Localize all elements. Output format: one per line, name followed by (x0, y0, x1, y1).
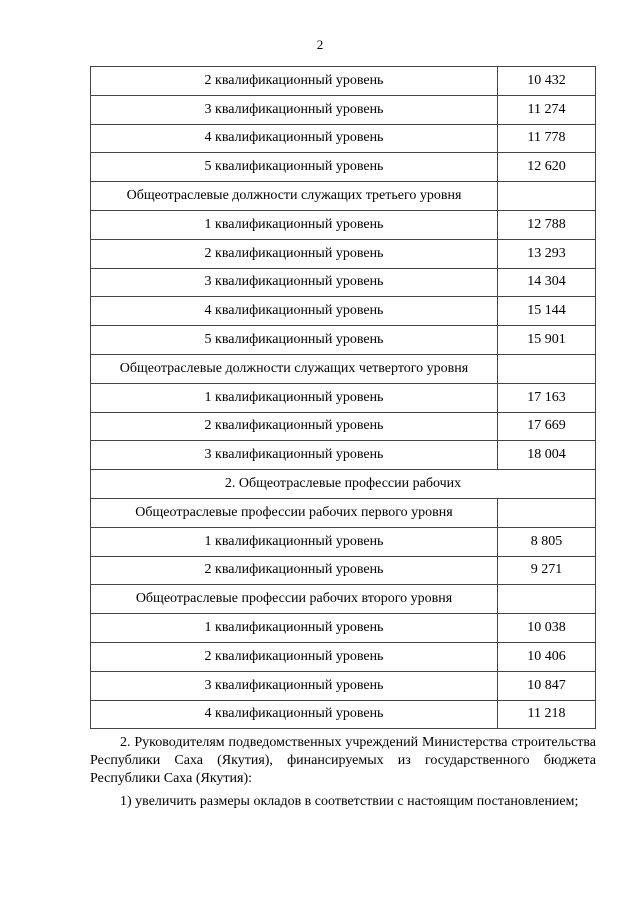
table-row (91, 383, 596, 412)
salary-value-cell (498, 498, 596, 527)
level-name-cell: 3 квалификационный уровень (91, 671, 498, 700)
table-group-row (91, 585, 596, 614)
table-row (91, 268, 596, 297)
salary-value-cell: 8 805 (498, 527, 596, 556)
level-name-cell: 2 квалификационный уровень (91, 67, 498, 96)
table-group-row (91, 354, 596, 383)
level-name-cell: 5 квалификационный уровень (91, 153, 498, 182)
table-row (91, 326, 596, 355)
group-name-cell: Общеотраслевые должности служащих третьего уровня (91, 182, 498, 211)
salary-value-cell: 17 669 (498, 412, 596, 441)
level-name-cell: 3 квалификационный уровень (91, 268, 498, 297)
table-row (91, 441, 596, 470)
table-row (91, 210, 596, 239)
level-name-cell: 2 квалификационный уровень (91, 239, 498, 268)
salary-value-cell: 15 901 (498, 326, 596, 355)
salary-value-cell: 9 271 (498, 556, 596, 585)
group-name-cell: Общеотраслевые профессии рабочих первого уровня (91, 498, 498, 527)
table-group-row (91, 182, 596, 211)
level-name-cell: 1 квалификационный уровень (91, 210, 498, 239)
group-name-cell: Общеотраслевые профессии рабочих второго уровня (91, 585, 498, 614)
table-row (91, 412, 596, 441)
table-row (91, 642, 596, 671)
salary-value-cell: 12 788 (498, 210, 596, 239)
table-section-row (91, 470, 596, 499)
level-name-cell: 5 квалификационный уровень (91, 326, 498, 355)
salary-table (90, 66, 596, 729)
level-name-cell: 1 квалификационный уровень (91, 527, 498, 556)
section-heading-cell: 2. Общеотраслевые профессии рабочих (91, 470, 596, 499)
salary-value-cell (498, 354, 596, 383)
table-row (91, 700, 596, 729)
table-row (91, 239, 596, 268)
level-name-cell: 4 квалификационный уровень (91, 297, 498, 326)
page-number: 2 (316, 37, 324, 52)
level-name-cell: 2 квалификационный уровень (91, 412, 498, 441)
level-name-cell: 4 квалификационный уровень (91, 700, 498, 729)
table-row (91, 153, 596, 182)
salary-value-cell: 14 304 (498, 268, 596, 297)
salary-value-cell (498, 182, 596, 211)
paragraph-item-1: 1) увеличить размеры окладов в соответствии с настоящим постановлением; (120, 794, 579, 809)
group-name-cell: Общеотраслевые должности служащих четвертого уровня (91, 354, 498, 383)
salary-value-cell: 18 004 (498, 441, 596, 470)
level-name-cell: 2 квалификационный уровень (91, 556, 498, 585)
salary-value-cell: 10 847 (498, 671, 596, 700)
salary-value-cell: 10 406 (498, 642, 596, 671)
table-row (91, 527, 596, 556)
salary-value-cell: 10 038 (498, 614, 596, 643)
level-name-cell: 2 квалификационный уровень (91, 642, 498, 671)
salary-value-cell: 11 778 (498, 124, 596, 153)
level-name-cell: 1 квалификационный уровень (91, 383, 498, 412)
table-row (91, 556, 596, 585)
salary-value-cell: 17 163 (498, 383, 596, 412)
table-row (91, 671, 596, 700)
table-group-row (91, 498, 596, 527)
table-row (91, 67, 596, 96)
level-name-cell: 4 квалификационный уровень (91, 124, 498, 153)
paragraph-instruction: 2. Руководителям подведомственных учреждений Министерства строительства Республики Саха (Якутия), финансируемых из государственного бюджета Республики Саха (Якутия): (90, 735, 596, 786)
salary-table-body (91, 67, 596, 729)
salary-value-cell: 10 432 (498, 67, 596, 96)
salary-value-cell: 13 293 (498, 239, 596, 268)
salary-value-cell: 11 274 (498, 95, 596, 124)
level-name-cell: 1 квалификационный уровень (91, 614, 498, 643)
level-name-cell: 3 квалификационный уровень (91, 441, 498, 470)
salary-value-cell: 12 620 (498, 153, 596, 182)
level-name-cell: 3 квалификационный уровень (91, 95, 498, 124)
salary-value-cell (498, 585, 596, 614)
table-row (91, 124, 596, 153)
table-row (91, 614, 596, 643)
salary-value-cell: 11 218 (498, 700, 596, 729)
table-row (91, 297, 596, 326)
salary-value-cell: 15 144 (498, 297, 596, 326)
table-row (91, 95, 596, 124)
